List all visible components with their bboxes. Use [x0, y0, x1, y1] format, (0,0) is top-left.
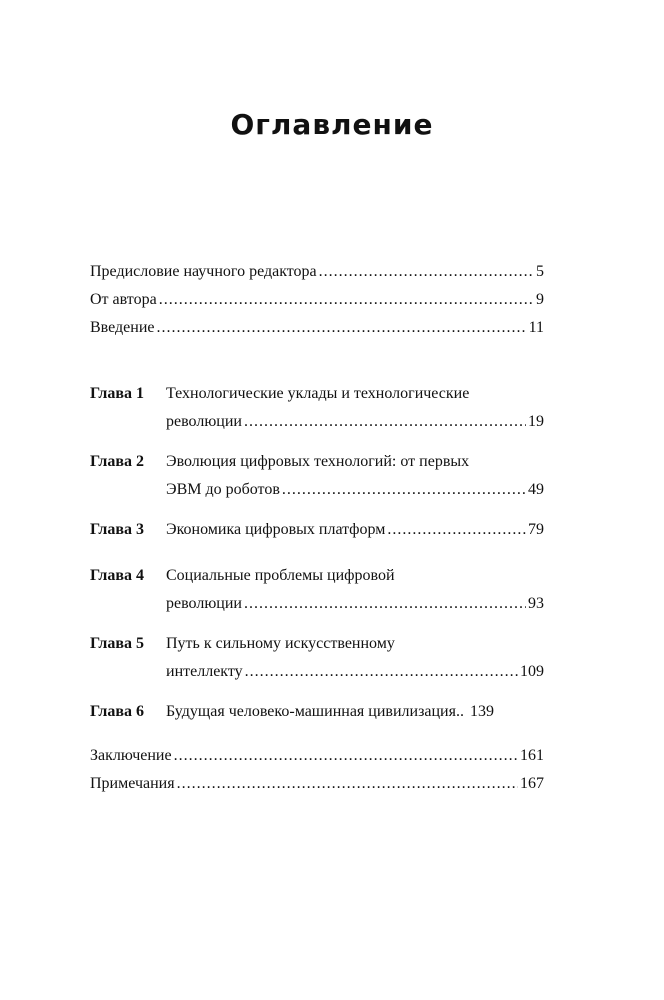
- leader-dots: [157, 314, 527, 342]
- chapter-page: 19: [528, 413, 544, 430]
- toc-entry[interactable]: [90, 258, 544, 286]
- toc-entry[interactable]: [90, 742, 544, 770]
- chapter-page: 109: [520, 663, 544, 680]
- chapter-page: 79: [528, 521, 544, 538]
- leader-dots: [387, 516, 526, 544]
- leader-dots: [245, 658, 518, 686]
- chapter-label: Глава 6: [90, 703, 144, 720]
- chapter-page: 93: [528, 595, 544, 612]
- leader-dots: [159, 286, 534, 314]
- chapter-label: Глава 5: [90, 635, 144, 652]
- chapter-title: Экономика цифровых платформ: [166, 521, 386, 538]
- leader-dots: [174, 742, 518, 770]
- chapter-title-line1: Эволюция цифровых технологий: от первых: [166, 453, 470, 470]
- toc-back-matter: [90, 742, 544, 798]
- chapter-label: Глава 1: [90, 385, 144, 402]
- chapter-title-line2: революции: [166, 413, 242, 430]
- toc-entry-page: 161: [520, 747, 544, 764]
- leader-dots: [177, 770, 518, 798]
- chapter-label: Глава 2: [90, 453, 144, 470]
- toc-front-matter: [90, 258, 544, 342]
- leader-dots: [244, 590, 526, 618]
- chapter-label: Глава 4: [90, 567, 144, 584]
- toc-entry-title: Предисловие научного редактора: [90, 263, 317, 280]
- chapter-title-line2: ЭВМ до роботов: [166, 481, 280, 498]
- toc-entry-page: 11: [528, 319, 544, 336]
- chapter-title-line2: интеллекту: [166, 663, 243, 680]
- page-title: Оглавление: [230, 108, 434, 141]
- chapter-title-line1: Путь к сильному искусственному: [166, 635, 395, 652]
- chapter-title-line2: революции: [166, 595, 242, 612]
- toc-entry-title: Примечания: [90, 775, 175, 792]
- toc-entry-page: 9: [536, 291, 544, 308]
- toc-entry[interactable]: [90, 314, 544, 342]
- chapter-page: 49: [528, 481, 544, 498]
- leader-dots: [319, 258, 534, 286]
- toc-entry[interactable]: [90, 286, 544, 314]
- toc-entry-page: 5: [536, 263, 544, 280]
- toc-entry-title: От автора: [90, 291, 157, 308]
- chapter-page: 139: [469, 703, 494, 720]
- toc-entry-page: 167: [520, 775, 544, 792]
- chapter-title-line1: Технологические уклады и технологические: [166, 385, 470, 402]
- toc-entry-title: Введение: [90, 319, 155, 336]
- chapter-title: Будущая человеко-машинная цивилизация..: [166, 703, 464, 720]
- toc-entry-title: Заключение: [90, 747, 172, 764]
- leader-dots: [282, 476, 526, 504]
- chapter-title-line1: Социальные проблемы цифровой: [166, 567, 395, 584]
- chapter-label: Глава 3: [90, 521, 144, 538]
- toc-entry[interactable]: [90, 770, 544, 798]
- leader-dots: [244, 408, 526, 436]
